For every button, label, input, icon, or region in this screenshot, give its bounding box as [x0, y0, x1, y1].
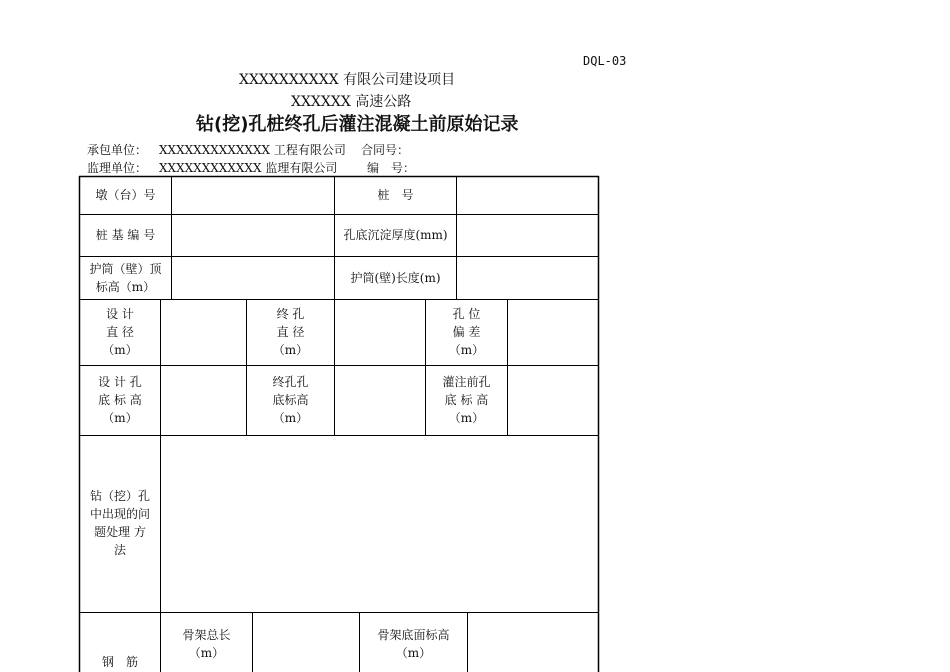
road-heading: XXXXXX 高速公路: [291, 94, 412, 110]
page-title: 钻(挖)孔桩终孔后灌注混凝土前原始记录: [196, 114, 519, 135]
pile-no-label: 桩 号: [377, 188, 414, 202]
pile-base-no-label: 桩 基 编 号: [95, 228, 156, 242]
casing-length-label: 护筒(壁)长度(m): [350, 271, 441, 285]
supervisor-label: 监理单位：: [87, 161, 148, 175]
pier-no-label: 墩（台）号: [95, 188, 156, 202]
serial-no-label: 编 号：: [367, 161, 416, 175]
rebar-label: 钢 筋: [101, 655, 138, 669]
final-bottom-elevation-label: 终孔孔 底标高 （m）: [272, 375, 309, 425]
problems-methods-label: 钻（挖）孔 中出现的问 题处理 方 法: [89, 489, 150, 557]
final-diameter-label: 终 孔 直 径 （m）: [272, 307, 309, 357]
company-project-heading: XXXXXXXXXX 有限公司建设项目: [239, 72, 456, 88]
cage-length-label: 骨架总长 （m）: [182, 628, 231, 660]
hole-deviation-label: 孔 位 偏 差 （m）: [448, 307, 485, 357]
design-bottom-elevation-label: 设 计 孔 底 标 高 （m）: [98, 375, 142, 425]
cage-bottom-elevation-label: 骨架底面标高 （m）: [377, 628, 450, 660]
sediment-thickness-label: 孔底沉淀厚度(mm): [343, 228, 448, 242]
supervisor-value: XXXXXXXXXXXX 监理有限公司: [159, 161, 338, 175]
contractor-label: 承包单位：: [87, 143, 148, 157]
document-code: DQL-03: [583, 54, 627, 68]
design-diameter-label: 设 计 直 径 （m）: [102, 307, 138, 357]
casing-top-elevation-label: 护筒（壁）顶 标高（m）: [89, 262, 162, 294]
pre-pour-bottom-elevation-label: 灌注前孔 底 标 高 （m）: [442, 375, 491, 425]
contractor-value: XXXXXXXXXXXXX 工程有限公司: [159, 143, 346, 157]
contract-no-label: 合同号：: [361, 143, 410, 157]
